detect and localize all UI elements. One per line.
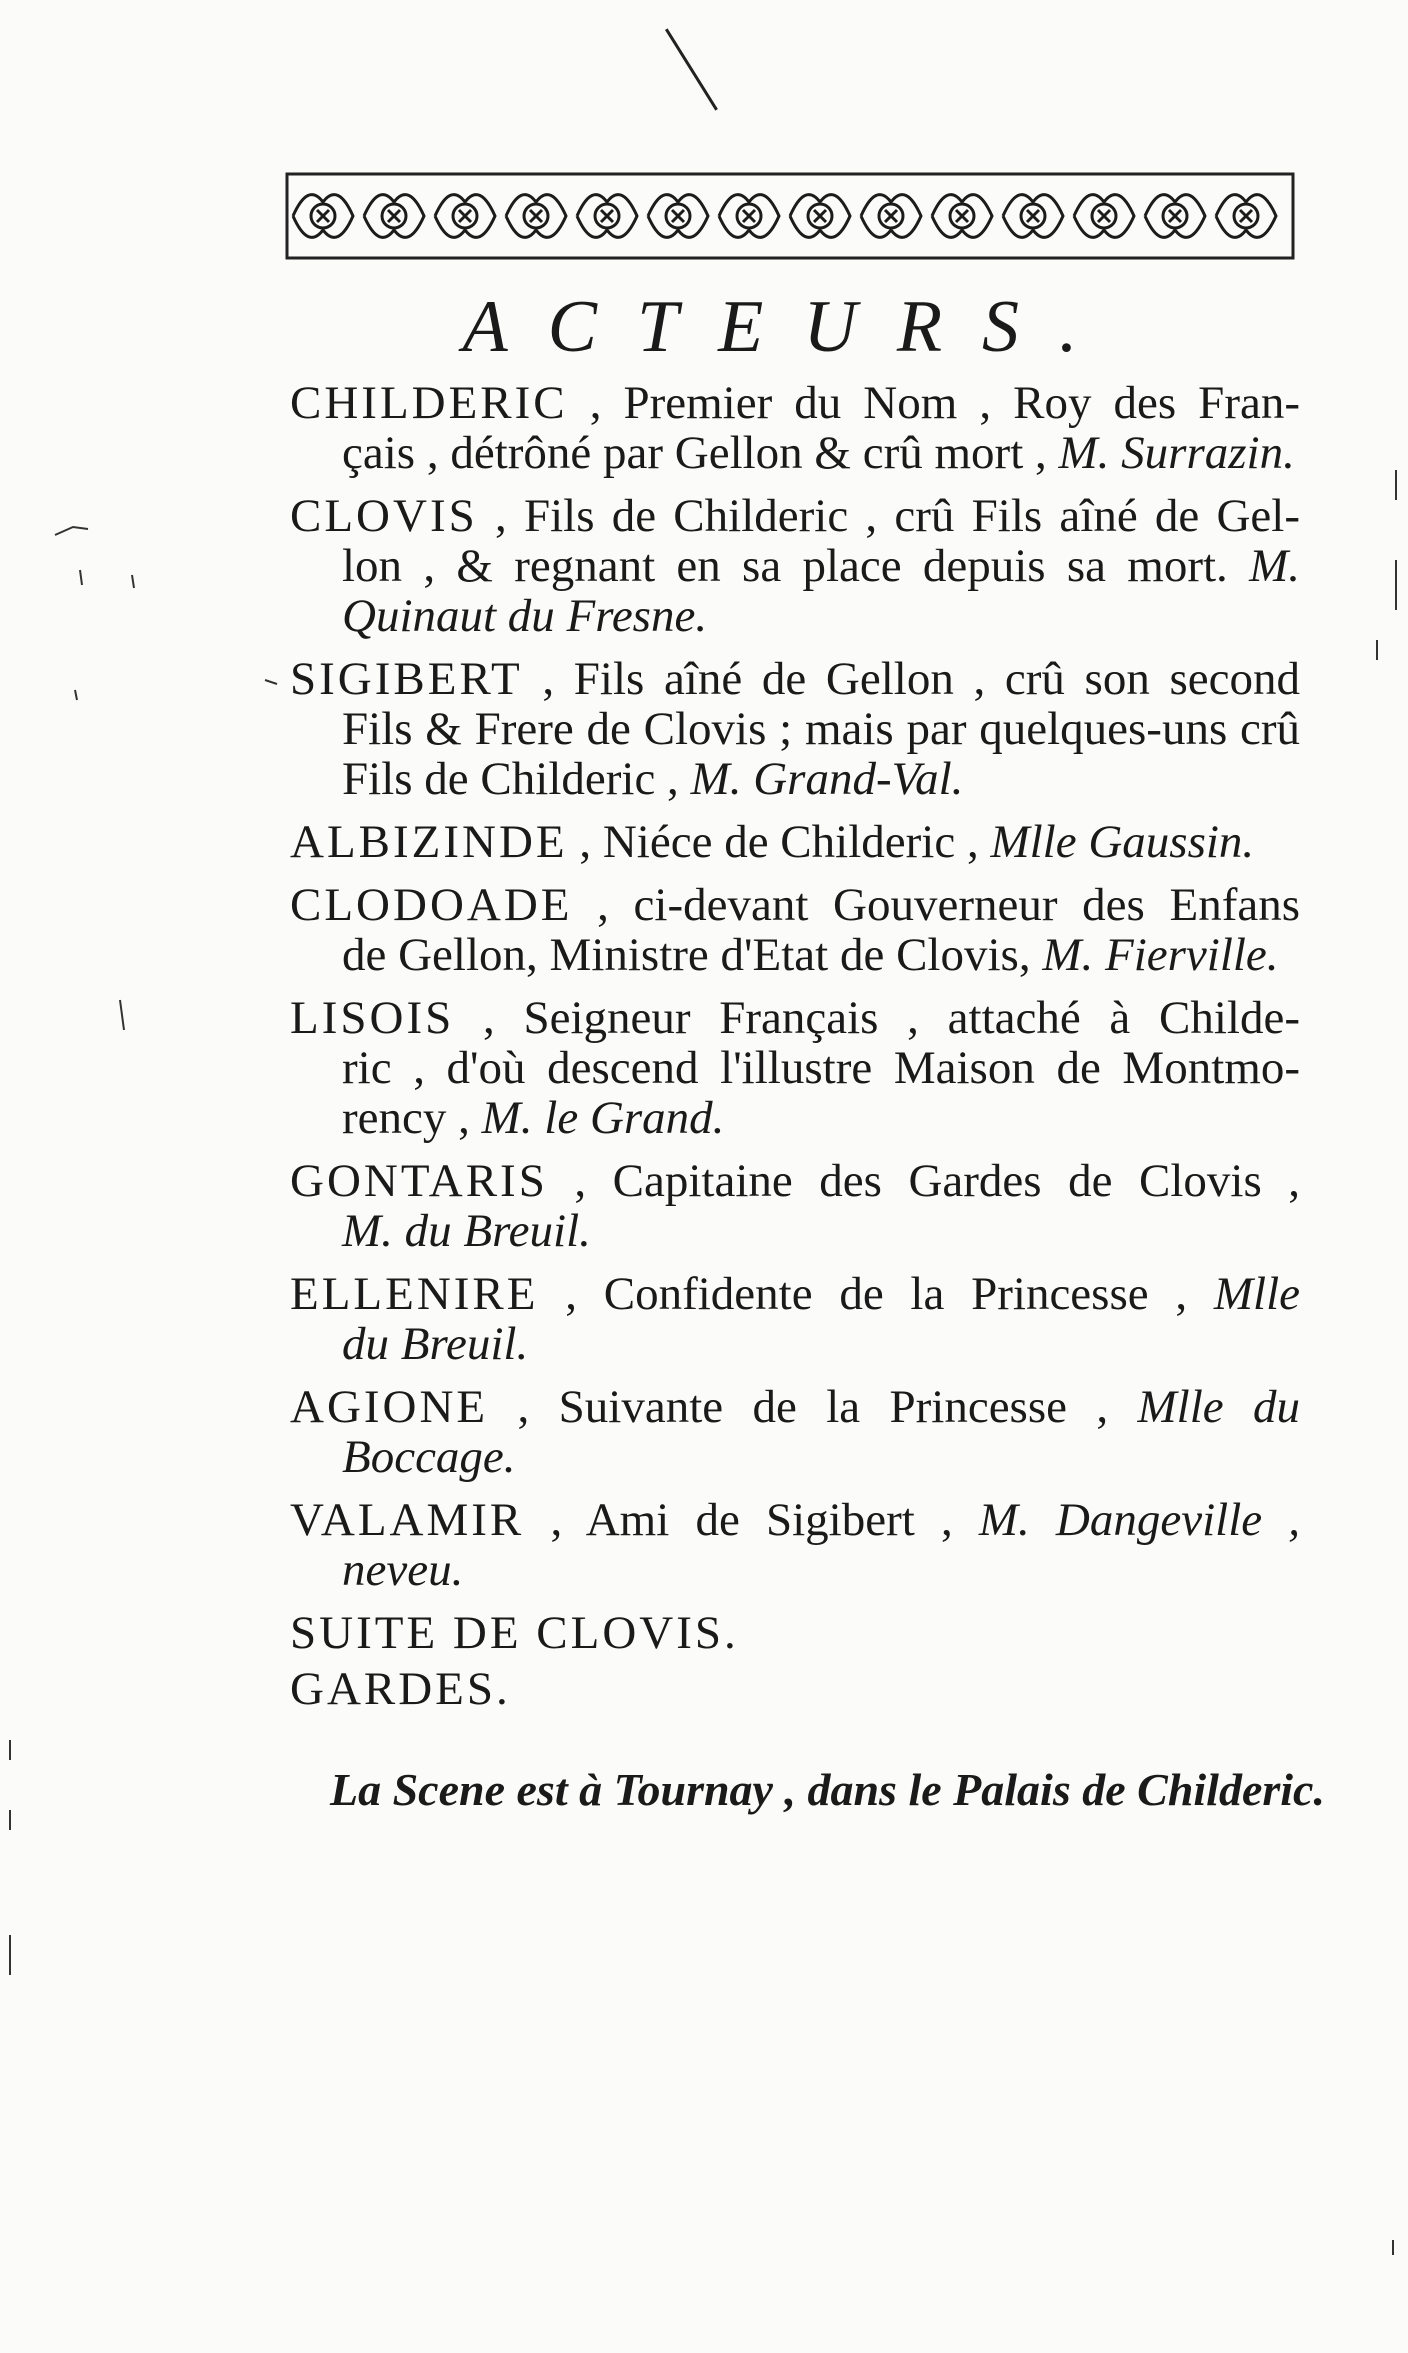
character-description: , Confidente de la Princesse , bbox=[565, 1268, 1188, 1320]
actor-name: du Breuil. bbox=[342, 1318, 529, 1370]
character-description: Fils & Frere de Clovis ; mais par quelques-uns crû bbox=[342, 703, 1300, 755]
character-description: rency , bbox=[342, 1092, 470, 1144]
cast-entry bbox=[290, 1156, 1300, 1256]
character-name: ELLENIRE bbox=[290, 1268, 539, 1320]
character-description: lon , & regnant en sa place depuis sa mort. bbox=[342, 540, 1228, 592]
cast-line bbox=[290, 754, 1300, 804]
character-description: Fils de Childeric , bbox=[342, 753, 679, 805]
cast-line bbox=[290, 704, 1300, 754]
actor-name: M. Surrazin. bbox=[1058, 427, 1295, 479]
character-description: , Seigneur Français , attaché à Childe- bbox=[482, 992, 1300, 1044]
actor-name: M. le Grand. bbox=[481, 1092, 725, 1144]
cast-extra: SUITE DE CLOVIS. bbox=[290, 1607, 739, 1659]
cast-line bbox=[290, 1156, 1300, 1206]
cast-line bbox=[290, 1269, 1300, 1319]
cast-line bbox=[290, 1495, 1300, 1545]
cast-entry bbox=[290, 993, 1300, 1143]
actor-name: Mlle bbox=[1213, 1268, 1300, 1320]
character-name: SIGIBERT bbox=[290, 653, 523, 705]
cast-entry bbox=[290, 1382, 1300, 1482]
cast-entry bbox=[290, 880, 1300, 980]
cast-line bbox=[290, 993, 1300, 1043]
actor-name: Quinaut du Fresne. bbox=[342, 590, 708, 642]
cast-entry bbox=[290, 1269, 1300, 1369]
actor-name: Boccage. bbox=[342, 1431, 516, 1483]
cast-line bbox=[290, 1319, 1300, 1369]
character-description: , Fils aîné de Gellon , crû son second bbox=[542, 653, 1301, 705]
actor-name: M. du Breuil. bbox=[342, 1205, 591, 1257]
actor-name: M. Grand-Val. bbox=[690, 753, 964, 805]
cast-entry bbox=[290, 654, 1300, 804]
character-name: LISOIS bbox=[290, 992, 455, 1044]
cast-line bbox=[290, 1093, 1300, 1143]
cast-line bbox=[290, 1043, 1300, 1093]
cast-entry bbox=[290, 491, 1300, 641]
cast-line bbox=[290, 930, 1300, 980]
cast-line bbox=[290, 541, 1300, 591]
character-description: ric , d'où descend l'illustre Maison de Montmo- bbox=[342, 1042, 1300, 1094]
actor-name: M. Fierville. bbox=[1042, 929, 1279, 981]
cast-line bbox=[290, 1545, 1300, 1595]
cast-line bbox=[290, 591, 1300, 641]
character-name: CLODOADE bbox=[290, 879, 573, 931]
character-description: , Capitaine des Gardes de Clovis , bbox=[574, 1155, 1301, 1207]
actor-name: neveu. bbox=[342, 1544, 464, 1596]
cast-line bbox=[290, 428, 1300, 478]
character-description: çais , détrôné par Gellon & crû mort , bbox=[342, 427, 1047, 479]
character-name: VALAMIR bbox=[290, 1494, 525, 1546]
character-name: GONTARIS bbox=[290, 1155, 548, 1207]
character-description: , Fils de Childeric , crû Fils aîné de Gel- bbox=[494, 490, 1301, 542]
character-description: , ci-devant Gouverneur des Enfans bbox=[597, 879, 1300, 931]
cast-entry bbox=[290, 1495, 1300, 1595]
cast-line bbox=[290, 491, 1300, 541]
decorative-headband-ornament bbox=[285, 172, 1295, 260]
cast-line bbox=[290, 378, 1300, 428]
cast-line bbox=[290, 1382, 1300, 1432]
cast-entry bbox=[290, 378, 1300, 478]
actor-name: Mlle Gaussin. bbox=[990, 816, 1255, 868]
actor-name: Mlle du bbox=[1137, 1381, 1300, 1433]
cast-line bbox=[290, 880, 1300, 930]
cast-entry bbox=[290, 817, 1300, 867]
character-name: AGIONE bbox=[290, 1381, 489, 1433]
cast-line bbox=[290, 654, 1300, 704]
cast-line bbox=[290, 1206, 1300, 1256]
cast-extra: GARDES. bbox=[290, 1663, 511, 1715]
character-description: , Premier du Nom , Roy des Fran- bbox=[589, 377, 1300, 429]
stray-ink-mark bbox=[665, 28, 718, 110]
actor-name: M. bbox=[1249, 540, 1300, 592]
cast-line bbox=[290, 817, 1300, 867]
character-description: , Ami de Sigibert , bbox=[550, 1494, 953, 1546]
cast-list bbox=[290, 378, 1300, 1720]
character-name: ALBIZINDE bbox=[290, 816, 568, 868]
character-name: CLOVIS bbox=[290, 490, 478, 542]
cast-line bbox=[290, 1432, 1300, 1482]
scene-setting: La Scene est à Tournay , dans le Palais de Childeric. bbox=[330, 1764, 1325, 1815]
character-description: , Niéce de Childeric , bbox=[579, 816, 979, 868]
actor-name: M. Dangeville , bbox=[978, 1494, 1301, 1546]
page-title: ACTEURS. bbox=[462, 286, 1118, 368]
character-name: CHILDERIC bbox=[290, 377, 568, 429]
character-description: , Suivante de la Princesse , bbox=[517, 1381, 1109, 1433]
character-description: de Gellon, Ministre d'Etat de Clovis, bbox=[342, 929, 1031, 981]
